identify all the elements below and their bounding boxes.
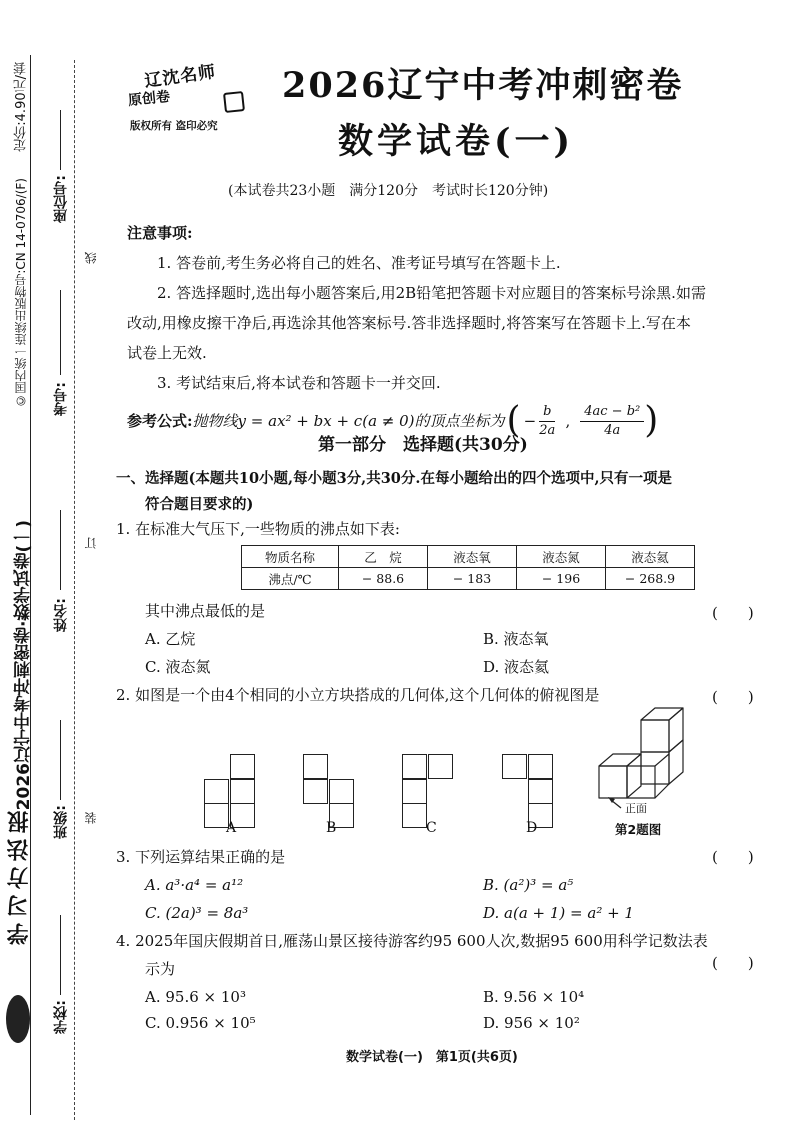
notes-section [127,218,777,444]
note-2-line-1: 2. 答选择题时,选出每小题答案后,用2B铅笔把答题卡对应题目的答案标号涂黑.如需 [157,284,706,302]
q2-label-a: A [226,820,237,836]
q1-option-d[interactable]: D. 液态氦 [483,658,550,676]
q3-option-c[interactable]: C. (2a)³ = 8a³ [145,904,249,922]
name-label: 姓名: [53,598,69,632]
note-2-line-2: 改动,用橡皮擦干净后,再选涂其他答案标号.答非选择题时,将答案写在答题卡上.写在本 [127,314,691,332]
formula-text: 抛物线y = ax² + bx + c(a ≠ 0)的顶点坐标为 [192,412,505,430]
fold-mark: 装 [84,812,98,824]
table-cell: 物质名称 [242,546,339,568]
price-text: 定价:4.90元/套 [14,62,29,152]
seat-blank[interactable] [60,110,61,170]
table-cell: 液态氧 [428,546,517,568]
table-cell: − 268.9 [606,568,695,590]
brand-logo: 学习方法报 [4,805,30,1055]
q4-option-d[interactable]: D. 956 × 10² [483,1014,580,1032]
q3-answer-bracket[interactable]: ( ) [712,848,754,866]
cut-line-mark: 线 [84,252,98,264]
page-footer: 数学试卷(一) 第1页(共6页) [346,1050,518,1065]
q4-answer-bracket[interactable]: ( ) [712,954,754,972]
q1-option-b[interactable]: B. 液态氧 [483,630,549,648]
strip-rule-dashed [74,60,75,1120]
page-title: 2026辽宁中考冲刺密卷 [282,65,684,106]
table-cell: 液态氮 [517,546,606,568]
class-blank[interactable] [60,720,61,800]
q3-option-b[interactable]: B. (a²)³ = a⁵ [483,876,574,894]
exam-no-label: 考号: [53,382,69,416]
note-3: 3. 考试结束后,将本试卷和答题卡一并交回. [157,374,441,392]
notes-heading: 注意事项: [127,224,193,242]
boiling-point-table [241,545,695,590]
q1-question: 其中沸点最低的是 [145,602,266,620]
q3-stem: 3. 下列运算结果正确的是 [116,848,286,866]
q2-option-c-figure[interactable] [402,754,454,830]
name-blank[interactable] [60,510,61,590]
page-subtitle: 数学试卷(一) [338,121,575,162]
formula-label: 参考公式: [127,412,193,430]
q2-caption: 第2题图 [615,822,662,837]
q2-label-b: B [326,820,337,836]
seat-label: 座位号: [53,175,69,223]
q1-answer-bracket[interactable]: ( ) [712,604,754,622]
q2-front-label: 正面 [625,802,647,815]
q4-stem-line-1: 4. 2025年国庆假期首日,雁荡山景区接待游客约95 600人次,数据95 600用科学记数法表 [116,932,708,950]
table-cell: − 196 [517,568,606,590]
table-cell: − 183 [428,568,517,590]
note-1: 1. 答卷前,考生务必将自己的姓名、准考证号填写在答题卡上. [157,254,561,272]
logo-mid-text: 原创卷 [127,88,171,110]
school-blank[interactable] [60,915,61,995]
series-name: 2026辽宁中考冲刺密卷·数学试卷(一) [14,520,34,811]
q2-label-d: D [526,820,538,836]
vertex-y-fraction: 4ac − b² 4a [580,403,644,440]
q4-option-c[interactable]: C. 0.956 × 10⁵ [145,1014,256,1032]
logo-seal-icon [223,91,245,113]
q1-stem: 1. 在标准大气压下,一些物质的沸点如下表: [116,520,400,538]
q2-label-c: C [426,820,437,836]
table-header-row [242,546,695,568]
cn-number: ©国内统一连续出版物号:CN 14-0706/(F) [14,178,28,408]
q2-option-b-figure[interactable] [303,754,355,830]
binding-mark: 订 [84,537,98,549]
section-instructions-2: 符合题目要求的) [145,496,254,513]
class-label: 班级: [53,805,69,839]
q3-option-d[interactable]: D. a(a + 1) = a² + 1 [483,904,634,922]
q2-answer-bracket[interactable]: ( ) [712,688,754,706]
table-cell: 液态氦 [606,546,695,568]
q4-stem-line-2: 示为 [145,960,176,978]
q4-option-b[interactable]: B. 9.56 × 10⁴ [483,988,585,1006]
table-cell: 乙 烷 [339,546,428,568]
q2-stem: 2. 如图是一个由4个相同的小立方块搭成的几何体,这个几何体的俯视图是 [116,686,600,704]
table-cell: − 88.6 [339,568,428,590]
q2-option-d-figure[interactable] [502,754,554,830]
vertex-x-fraction: $\frac{b}{2a}$ [539,403,556,438]
q3-option-a[interactable]: A. a³·a⁴ = a¹² [145,876,244,894]
exam-info: (本试卷共23小题 满分120分 考试时长120分钟) [228,183,549,199]
reference-formula: 参考公式: 抛物线y = ax² + bx + c(a ≠ 0)的顶点坐标为 ( − $\frac{b}{2a}$ , 4ac − b² 4a ) [127,400,659,441]
q1-option-c[interactable]: C. 液态氮 [145,658,211,676]
table-row [242,568,695,590]
q1-option-a[interactable]: A. 乙烷 [145,630,196,648]
part-1-title: 第一部分 选择题(共30分) [318,435,528,455]
section-instructions-1: 一、选择题(本题共10小题,每小题3分,共30分.在每小题给出的四个选项中,只有一项是 [116,470,672,487]
brand-emblem-icon [6,995,30,1043]
logo-copyright: 版权所有 盗印必究 [130,120,218,132]
exam-no-blank[interactable] [60,290,61,375]
q4-option-a[interactable]: A. 95.6 × 10³ [145,988,246,1006]
table-cell: 沸点/℃ [242,568,339,590]
publisher-logo [126,62,246,134]
school-label: 学校: [53,1000,69,1034]
note-2-line-3: 试卷上无效. [127,344,207,362]
logo-top-text: 辽沈名师 [143,62,218,92]
